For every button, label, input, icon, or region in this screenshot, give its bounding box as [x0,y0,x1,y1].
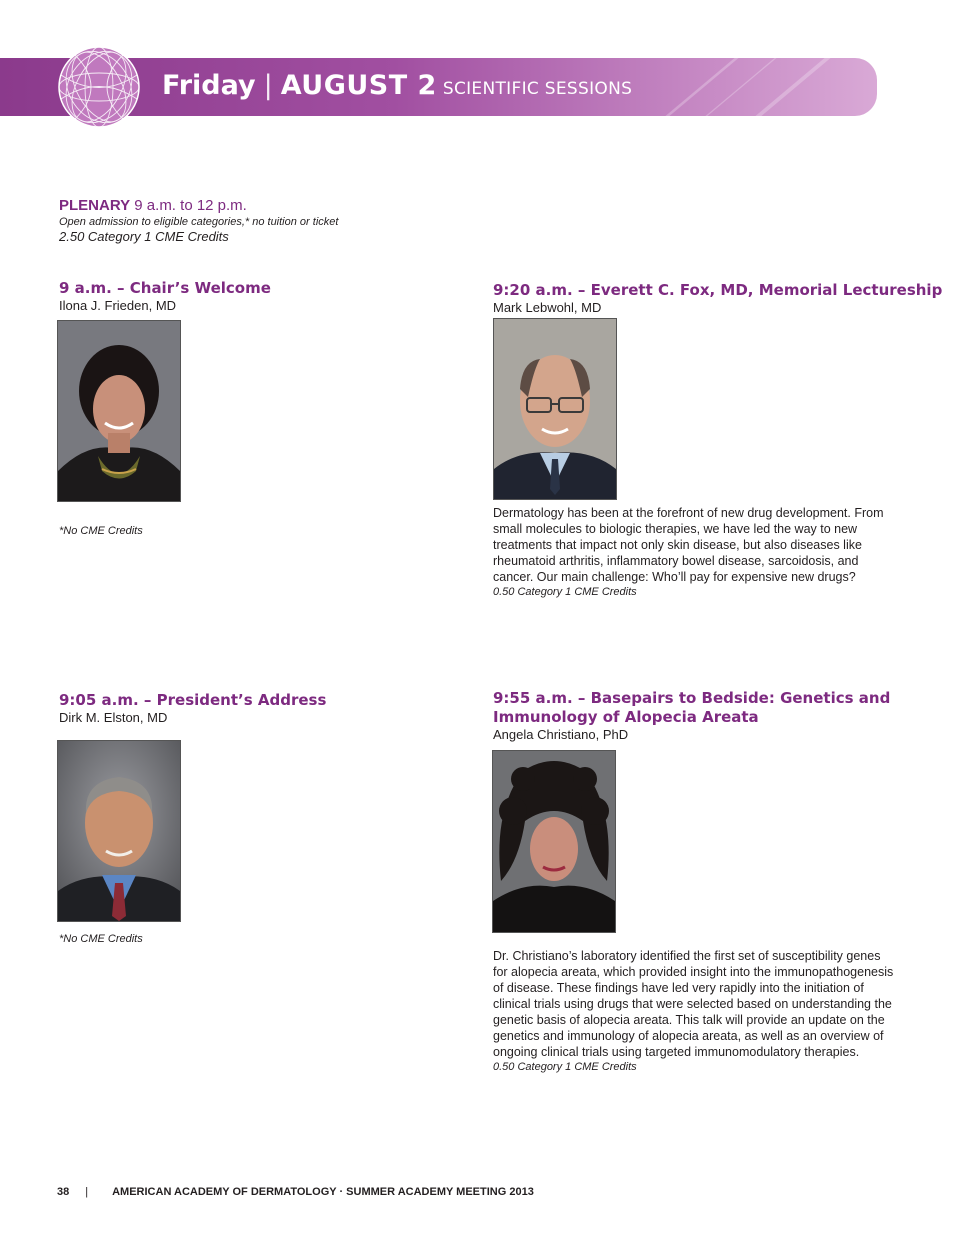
session-speaker: Angela Christiano, PhD [493,727,629,742]
subtitle-label: SCIENTIFIC SESSIONS [442,79,633,99]
session-title: 9:05 a.m. – President’s Address [59,691,327,709]
session-title: 9:20 a.m. – Everett C. Fox, MD, Memorial Lectureship [493,281,943,299]
session-credits: 0.50 Category 1 CME Credits [493,1061,637,1073]
speaker-photo-lebwohl [493,318,617,500]
session-description [493,948,898,1075]
session-basepairs-to-bedside [493,689,890,743]
session-credits: 0.50 Category 1 CME Credits [493,586,637,598]
session-presidents-address [59,691,326,726]
speaker-photo-christiano [492,750,616,933]
description-text: Dr. Christiano’s laboratory identified the first set of susceptibility genes for alopecia areata, which provided insight into the immunopathogenesis of disease. These findings have led very rapidly into the initiation of clinical trials using drugs that were selected based on understanding the genetic basis of alopecia areata. This talk will provide an update on the genetics and immunology of alopecia areata, as well as an overview of ongoing clinical trials using targeted immunomodulatory therapies. [493,949,894,1059]
session-speaker: Mark Lebwohl, MD [493,300,602,315]
page-number: 38 [57,1186,70,1198]
plenary-credits: 2.50 Category 1 CME Credits [59,229,229,244]
date-label: AUGUST 2 [280,70,437,101]
plenary-label: PLENARY [59,197,131,214]
day-label: Friday [162,70,256,101]
page-footer [57,1186,534,1198]
description-text: Dermatology has been at the forefront of new drug development. From small molecules to biologic therapies, we have led the way to new treatments that impact not only skin disease, but also diseases like rheumatoid arthritis, inflammatory bowel disease, sarcoidosis, and cancer. Our main challenge: Who’ll pay for expensive new drugs? [493,506,884,584]
plenary-time: 9 a.m. to 12 p.m. [134,197,247,214]
session-description [493,505,898,600]
session-speaker: Ilona J. Frieden, MD [59,298,177,313]
session-title-line1: 9:55 a.m. – Basepairs to Bedside: Genetics and [493,689,891,707]
banner-streak [755,58,830,116]
title-separator: | [263,70,273,101]
no-cme-note: *No CME Credits [59,525,143,537]
session-fox-lectureship [493,281,942,316]
session-title-line2: Immunology of Alopecia Areata [493,708,759,726]
page-title [162,70,632,101]
plenary-admission: Open admission to eligible categories,* no tuition or ticket [59,216,339,228]
footer-separator: | [85,1186,89,1198]
session-chairs-welcome [59,279,271,314]
session-speaker: Dirk M. Elston, MD [59,710,168,725]
banner-streak [665,58,738,116]
speaker-photo-frieden [57,320,181,502]
globe-logo-icon [57,45,141,129]
session-title: 9 a.m. – Chair’s Welcome [59,279,271,297]
plenary-info [59,197,338,244]
footer-text: AMERICAN ACADEMY OF DERMATOLOGY · SUMMER ACADEMY MEETING 2013 [112,1186,534,1198]
speaker-photo-elston [57,740,181,922]
no-cme-note: *No CME Credits [59,933,143,945]
